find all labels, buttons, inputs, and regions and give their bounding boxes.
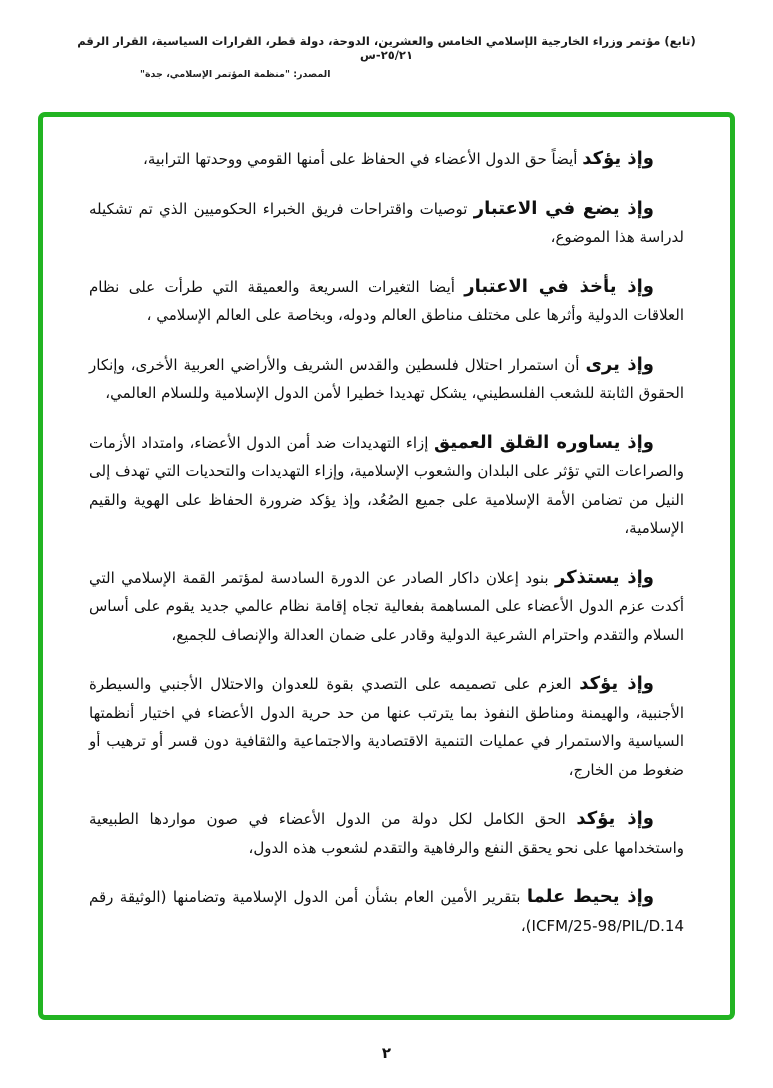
content-border-box [38,112,735,1020]
page-footer [0,1043,773,1062]
paragraph-lead: وإذ يستذكر [554,566,654,588]
paragraph [89,805,684,862]
paragraph [89,351,684,408]
paragraph-lead: وإذ يضع في الاعتبار [473,197,654,219]
paragraph-text: أيضاً حق الدول الأعضاء في الحفاظ على أمنها القومي ووحدتها الترابية، [143,150,578,168]
paragraph [89,670,684,784]
paragraph [89,429,684,543]
paragraph [89,195,684,252]
header-source: المصدر: "منظمة المؤتمر الإسلامي، جدة" [140,69,331,80]
paragraph-text: إزاء التهديدات ضد أمن الدول الأعضاء، وامتداد الأزمات والصراعات التي تؤثر على البلدان والشعوب الإسلامية، وإزاء التهديدات والتحديات التي تهدف إلى النيل من تضامن الأمة الإسلامية على جميع الصُعُد، وإذ يؤكد ضرورة الحفاظ على الهوية والقيم الإسلامية، [89,433,684,537]
paragraph-lead: وإذ يأخذ في الاعتبار [464,275,654,297]
paragraph-text: أن استمرار احتلال فلسطين والقدس الشريف والأراضي العربية الأخرى، وإنكار الحقوق الثابتة للشعب الفلسطيني، يشكل تهديدا خطيرا لأمن الدول الإسلامية وللسلام العالمي، [89,355,684,402]
document-header [0,0,773,80]
paragraph-lead: وإذ يساوره القلق العميق [434,431,654,453]
paragraph-lead: وإذ يؤكد [582,148,654,169]
paragraph-lead: وإذ يؤكد [579,673,654,694]
paragraph [89,883,684,940]
paragraph-text: توصيات واقتراحات فريق الخبراء الحكوميين الذي تم تشكيله لدراسة هذا الموضوع، [89,199,684,246]
page-number: ٢ [381,1044,392,1062]
paragraph-lead: وإذ يرى [585,353,654,375]
header-title: (تابع) مؤتمر وزراء الخارجية الإسلامي الخامس والعشرين، الدوحة، دولة قطر، القرارات السياسية، القرار الرقم ٢٥/٢١-س [77,34,696,62]
paragraph-text: الحق الكامل لكل دولة من الدول الأعضاء في صون مواردها الطبيعية واستخدامها على نحو يحقق النفع والرفاهية والتقدم لشعوب هذه الدول، [89,810,684,857]
paragraph-text: بتقرير الأمين العام بشأن أمن الدول الإسلامية وتضامنها (الوثيقة رقم ICFM/25-98/PIL/D.14)، [89,888,684,935]
paragraph-text: أيضا التغيرات السريعة والعميقة التي طرأت على نظام العلاقات الدولية وأثرها على مختلف مناطق العالم ودوله، وبخاصة على العالم الإسلامي ، [89,277,684,324]
paragraph [89,273,684,330]
document-body [43,117,730,940]
paragraph-text: العزم على تصميمه على التصدي بقوة للعدوان والاحتلال الأجنبي والسيطرة الأجنبية، والهيمنة ومناطق النفوذ بما يترتب عنها من حد حرية الدول الأعضاء في اختيار أنظمتها السياسية والاستمرار في عمليات التنمية الاقتصادية والاجتماعية والثقافية دون قسر أو ترهيب أو ضغوط من الخارج، [89,675,684,779]
paragraph [89,145,684,174]
paragraph-lead: وإذ يحيط علما [526,886,655,907]
paragraph-lead: وإذ يؤكد [576,808,654,829]
paragraph [89,564,684,650]
paragraph-text: بنود إعلان داكار الصادر عن الدورة السادسة لمؤتمر القمة الإسلامي التي أكدت عزم الدول الأعضاء على المساهمة بفعالية تجاه إقامة نظام عالمي جديد يقوم على أساس السلام والتقدم واحترام الشرعية الدولية وقادر على ضمان العدالة والإنصاف للجميع، [89,568,684,644]
